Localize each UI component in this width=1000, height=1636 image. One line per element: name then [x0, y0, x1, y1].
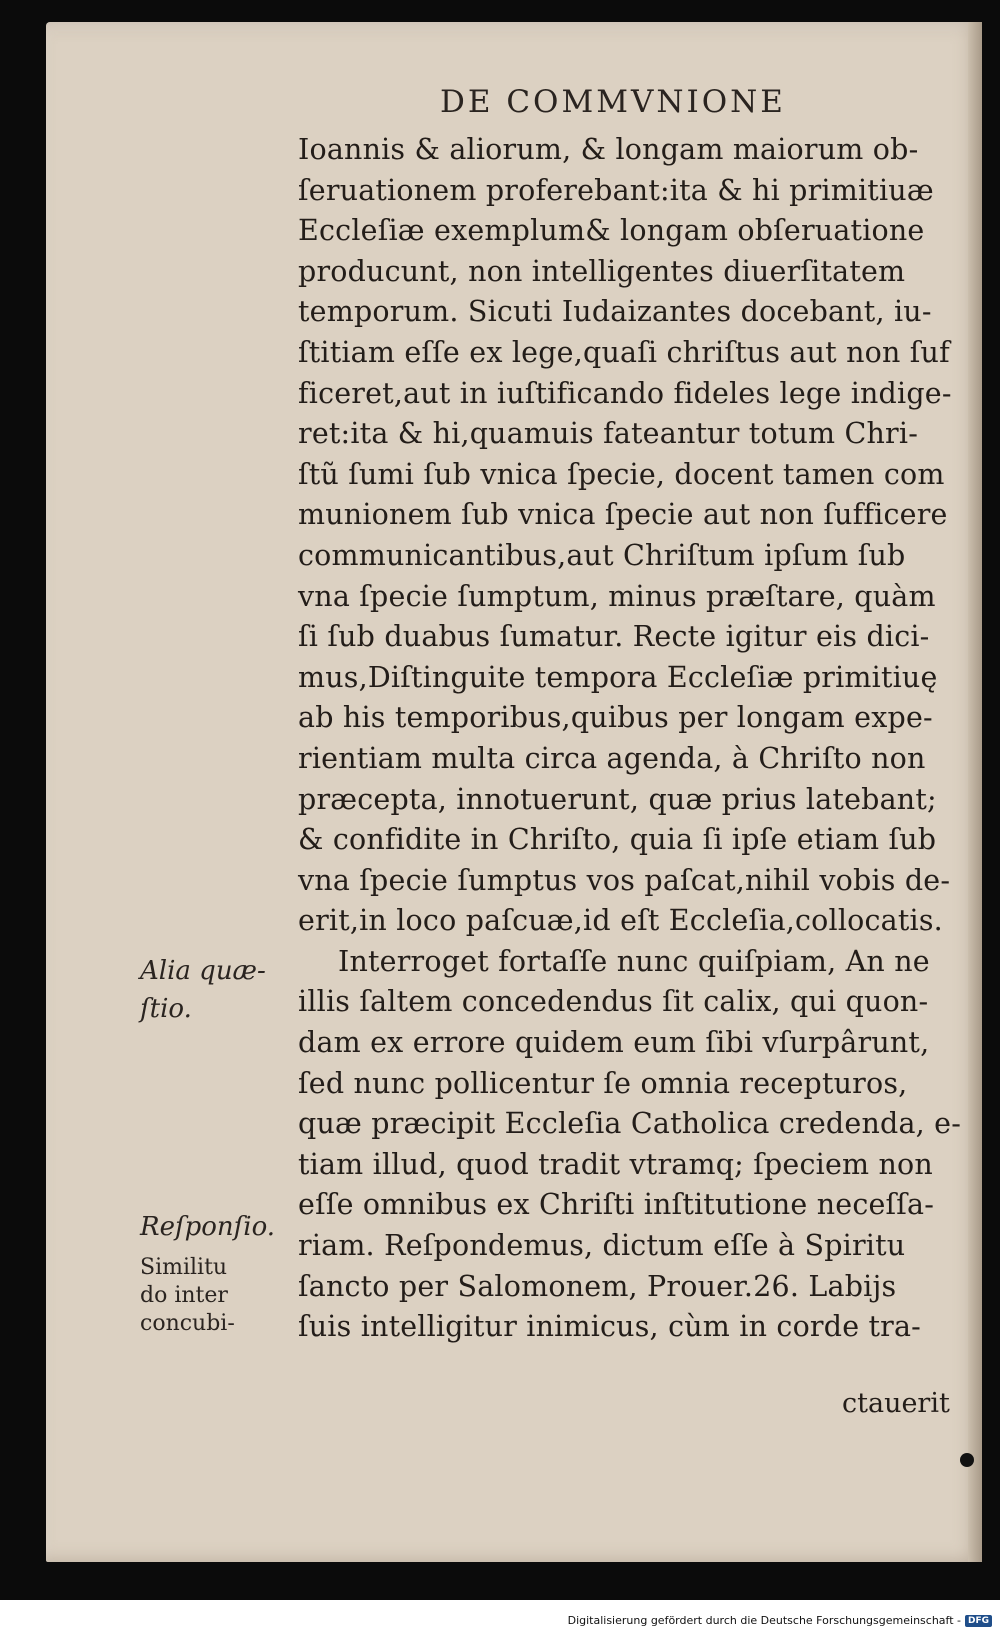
- text-line: ſuis intelligitur inimicus, cùm in corde tra-: [298, 1310, 922, 1344]
- text-line: ficeret,aut in iuſtificando fideles lege indige-: [298, 376, 952, 410]
- text-line: quæ præcipit Eccleſia Catholica credenda, e-: [298, 1107, 962, 1141]
- text-line: ſtũ ſumi ſub vnica ſpecie, docent tamen com: [298, 457, 945, 491]
- margin-note-similitudo: [140, 1254, 235, 1338]
- text-line: ſeruationem proferebant:ita & hi primitiuæ: [298, 173, 934, 207]
- text-line: mus,Diſtinguite tempora Eccleſiæ primitiuę: [298, 660, 938, 694]
- text-line: riam. Reſpondemus, dictum eſſe à Spiritu: [298, 1229, 906, 1263]
- footer-text: Digitalisierung gefördert durch die Deutsche Forschungsgemeinschaft -: [567, 1614, 961, 1627]
- margin-line: Similitu: [140, 1255, 228, 1280]
- text-line: ab his temporibus,quibus per longam expe-: [298, 701, 933, 735]
- text-line: communicantibus,aut Chriſtum ipſum ſub: [298, 538, 906, 572]
- text-line: illis ſaltem concedendus ſit calix, qui quon-: [298, 985, 929, 1019]
- text-line: vna ſpecie ſumptus vos paſcat,nihil vobis de-: [298, 863, 951, 897]
- text-line: Eccleſiæ exemplum& longam obſeruatione: [298, 214, 925, 248]
- running-head: DE COMMVNIONE: [440, 84, 786, 120]
- ink-dot: [960, 1453, 974, 1467]
- text-line: munionem ſub vnica ſpecie aut non ſufficere: [298, 498, 948, 532]
- text-line: tiam illud, quod tradit vtramq; ſpeciem non: [298, 1147, 933, 1181]
- text-line: temporum. Sicuti Iudaizantes docebant, iu-: [298, 295, 932, 329]
- margin-note-responsio: Reſponſio.: [140, 1212, 276, 1242]
- text-line: Interroget fortaſſe nunc quiſpiam, An ne: [338, 944, 930, 978]
- text-line: ſi ſub duabus ſumatur. Recte igitur eis dici-: [298, 620, 930, 654]
- margin-line: do inter: [140, 1283, 228, 1308]
- margin-note-alia-quaestio: [140, 952, 266, 1028]
- text-line: & confidite in Chriſto, quia ſi ipſe etiam ſub: [298, 823, 937, 857]
- dfg-logo: DFG: [965, 1615, 992, 1627]
- text-line: ſancto per Salomonem, Prouer.26. Labijs: [298, 1269, 897, 1303]
- text-line: Ioannis & aliorum, & longam maiorum ob-: [298, 133, 919, 166]
- margin-line: ſtio.: [140, 994, 192, 1024]
- text-line: dam ex errore quidem eum ſibi vſurpârunt,: [298, 1026, 930, 1060]
- text-line: eſſe omnibus ex Chriſti inſtitutione neceſſa-: [298, 1188, 935, 1222]
- text-line: rientiam multa circa agenda, à Chriſto non: [298, 741, 926, 775]
- page-edge: [968, 22, 982, 1562]
- text-line: producunt, non intelligentes diuerſitatem: [298, 254, 906, 288]
- main-text: [298, 130, 962, 1348]
- catchword: ctauerit: [842, 1388, 950, 1419]
- margin-line: Alia quæ-: [140, 956, 266, 986]
- text-line: vna ſpecie ſumptum, minus præſtare, quàm: [298, 579, 936, 613]
- text-line: ret:ita & hi,quamuis fateantur totum Chri-: [298, 417, 919, 451]
- text-line: ſed nunc pollicentur ſe omnia recepturos,: [298, 1066, 908, 1100]
- text-line: præcepta, innotuerunt, quæ prius latebant;: [298, 782, 937, 816]
- text-line: erit,in loco paſcuæ,id eſt Eccleſia,collocatis.: [298, 904, 943, 938]
- margin-line: concubi-: [140, 1311, 235, 1336]
- digitization-footer: [568, 1614, 992, 1627]
- text-line: ſtitiam eſſe ex lege,quaſi chriſtus aut non ſuf: [298, 335, 950, 369]
